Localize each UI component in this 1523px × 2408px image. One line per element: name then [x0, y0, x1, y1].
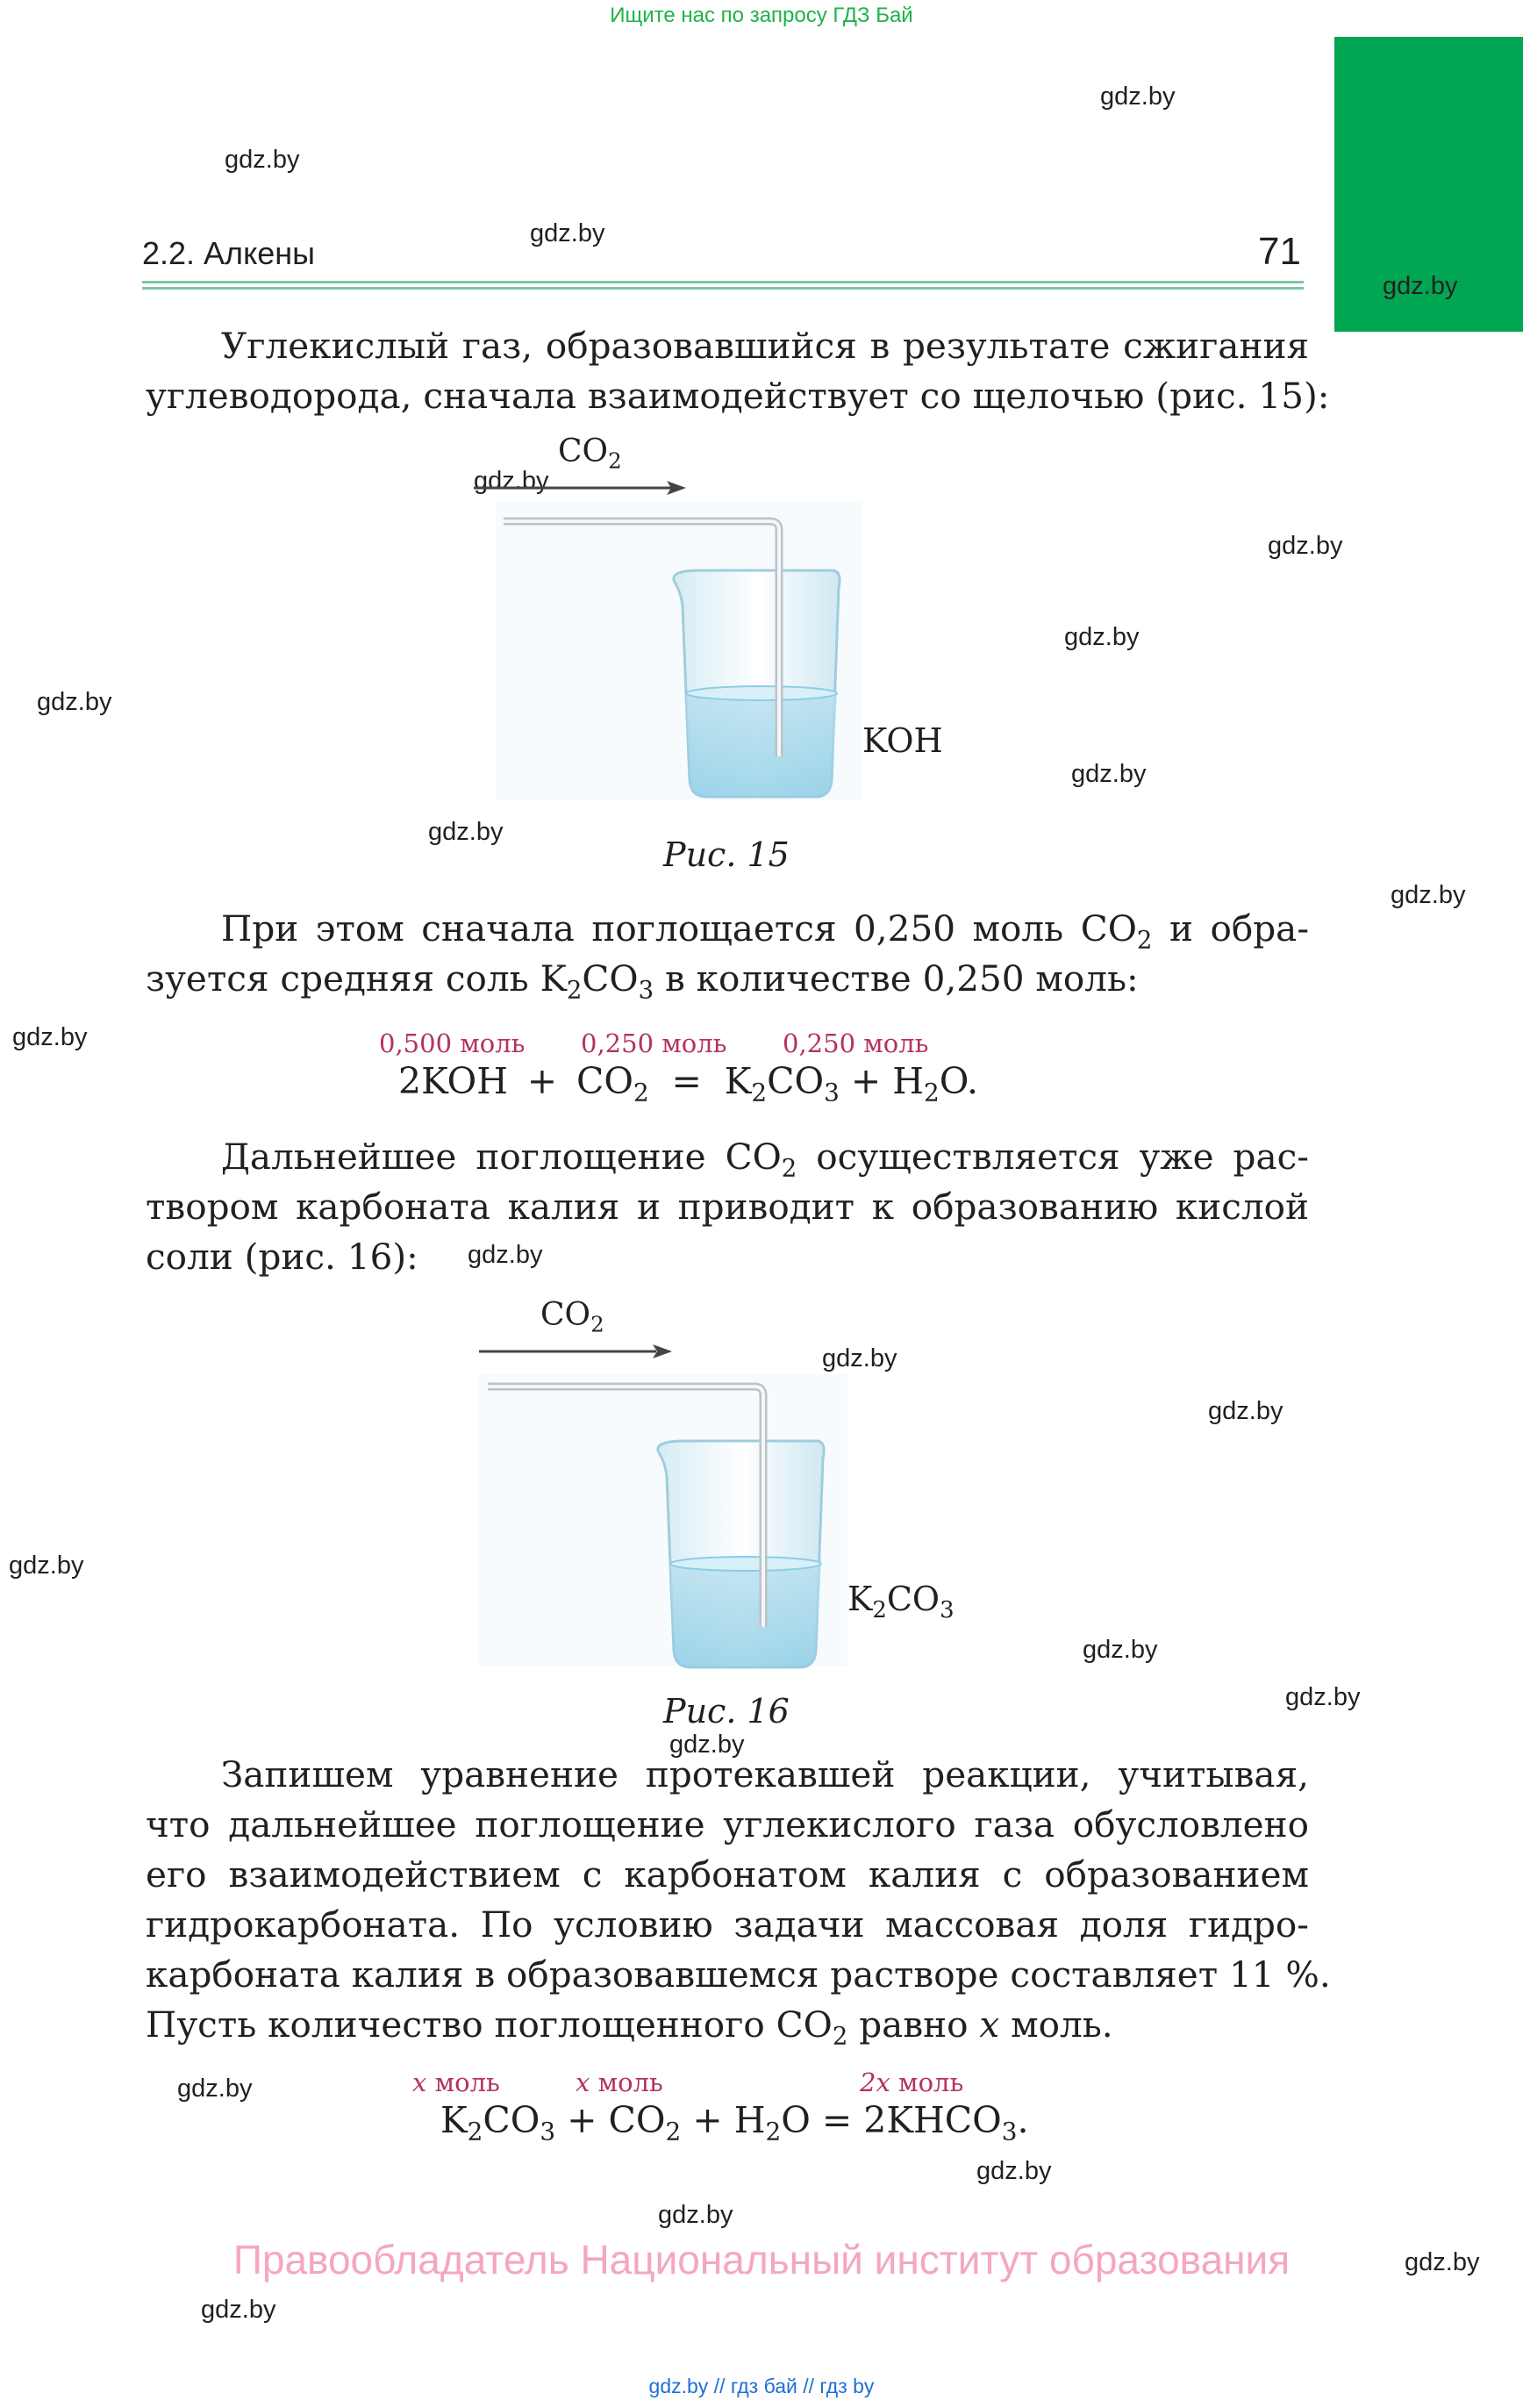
paragraph-3 — [146, 1132, 1309, 1282]
equation-1-label: 0,250 моль — [783, 1028, 929, 1058]
equation-1-label: 0,250 моль — [581, 1028, 727, 1058]
equation-2-label: x моль — [576, 2068, 663, 2097]
watermark: gdz.by — [201, 2296, 276, 2324]
header-rule — [142, 287, 1304, 290]
figure-15-arrow-label: $CO_2$ — [558, 434, 622, 474]
copyright-notice: Правообладатель Национальный институт образования — [232, 2237, 1291, 2283]
watermark: gdz.by — [12, 1023, 88, 1051]
watermark: gdz.by — [976, 2157, 1052, 2185]
footer-links[interactable]: gdz.by // гдз бай // гдз by — [648, 2375, 875, 2397]
header-rule — [142, 281, 1304, 283]
text-line: твором карбоната калия и приводит к образованию кислой — [146, 1186, 1309, 1228]
watermark: gdz.by — [1208, 1397, 1283, 1425]
watermark: gdz.by — [1083, 1636, 1158, 1664]
figure-16-arrow-label: $CO_2$ — [540, 1297, 604, 1337]
watermark: gdz.by — [474, 467, 549, 495]
top-banner[interactable]: Ищите нас по запросу ГДЗ Бай — [610, 4, 913, 27]
watermark: gdz.by — [530, 219, 605, 247]
figure-16-beaker — [465, 1301, 904, 1687]
watermark: gdz.by — [1064, 623, 1140, 651]
text-line: При этом сначала поглощается 0,250 моль $CO_2$ и обра- — [221, 907, 1310, 955]
watermark: gdz.by — [468, 1241, 543, 1269]
text-line: углеводорода, сначала взаимодействует со щелочью (рис. 15): — [146, 375, 1330, 417]
figure-16-caption: Рис. 16 — [663, 1692, 790, 1731]
watermark: gdz.by — [1285, 1683, 1361, 1711]
watermark: gdz.by — [428, 818, 504, 846]
figure-16-reagent: $K_2CO_3$ — [847, 1580, 955, 1623]
watermark: gdz.by — [1383, 272, 1458, 300]
text-line: Дальнейшее поглощение $CO_2$ осуществляется уже рас- — [221, 1136, 1309, 1183]
figure-15-beaker — [465, 430, 904, 816]
text-line: Пусть количество поглощенного $CO_2$ равно x моль. — [146, 2003, 1113, 2051]
watermark: gdz.by — [1071, 760, 1147, 788]
text-line: гидрокарбоната. По условию задачи массовая доля гидро- — [146, 1903, 1309, 1946]
equation-1-label: 0,500 моль — [379, 1028, 526, 1058]
watermark: gdz.by — [669, 1731, 745, 1759]
watermark: gdz.by — [9, 1552, 84, 1580]
text-line: карбоната калия в образовавшемся растворе составляет 11 %. — [146, 1953, 1331, 1996]
page-number: 71 — [1258, 230, 1301, 273]
text-line: его взаимодействием с карбонатом калия с образованием — [146, 1853, 1309, 1896]
watermark: gdz.by — [177, 2075, 253, 2103]
watermark: gdz.by — [225, 146, 300, 174]
watermark: gdz.by — [822, 1344, 897, 1372]
figure-15-reagent: KOH — [862, 721, 943, 760]
text-line: что дальнейшее поглощение углекислого газа обусловлено — [146, 1803, 1309, 1845]
equation-2-label: x моль — [412, 2068, 500, 2097]
text-line: Углекислый газ, образовавшийся в результате сжигания — [221, 325, 1309, 367]
text-line: соли (рис. 16): — [146, 1236, 418, 1278]
text-line: зуется средняя соль $K_2CO_3$ в количестве 0,250 моль: — [146, 957, 1139, 1005]
paragraph-4 — [146, 1750, 1331, 2051]
watermark: gdz.by — [1100, 82, 1176, 111]
watermark: gdz.by — [1391, 881, 1466, 909]
equation-2-label: 2x моль — [860, 2068, 964, 2097]
watermark: gdz.by — [658, 2201, 733, 2229]
section-title: 2.2. Алкены — [142, 235, 315, 271]
equation-1: $2KOH + CO_2 = K_2CO_3 + H_2O$. — [398, 1060, 979, 1107]
watermark: gdz.by — [1405, 2248, 1480, 2276]
text-line: Запишем уравнение протекавшей реакции, учитывая, — [221, 1753, 1309, 1795]
equation-2: $K_2CO_3 + CO_2 + H_2O$ = $2KHCO_3$. — [440, 2099, 1029, 2146]
watermark: gdz.by — [1268, 532, 1343, 560]
paragraph-1 — [146, 321, 1330, 421]
watermark: gdz.by — [37, 688, 112, 716]
figure-15-caption: Рис. 15 — [663, 835, 790, 874]
paragraph-2 — [146, 904, 1309, 1004]
